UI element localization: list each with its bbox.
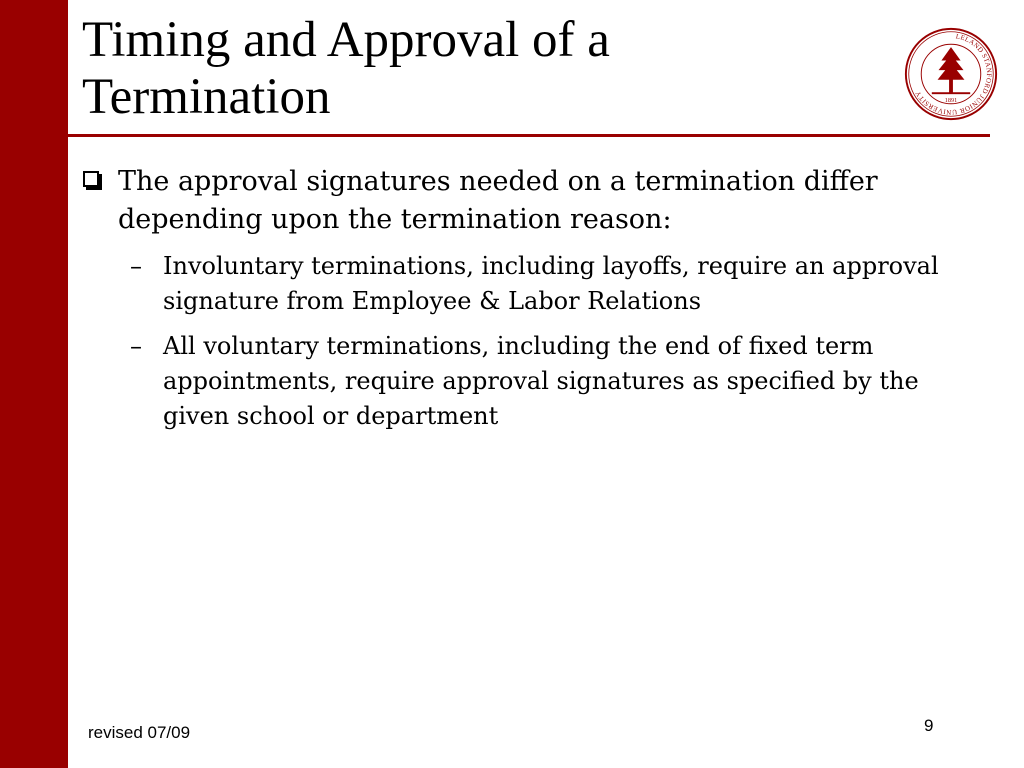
title-divider [68, 134, 990, 137]
dash-bullet-icon: – [130, 332, 142, 360]
bullet-text: The approval signatures needed on a termination differ depending upon the termination reason: [118, 166, 878, 235]
seal-ring-text: LELAND STANFORD JUNIOR UNIVERSITY [914, 33, 993, 116]
university-seal-icon [903, 26, 999, 122]
page-number: 9 [924, 716, 934, 735]
bullet-item [80, 163, 950, 239]
sub-bullet-text: Involuntary terminations, including layoffs, require an approval signature from Employee & Labor Relations [163, 252, 939, 315]
dash-bullet-icon: – [130, 252, 142, 280]
slide-body [80, 163, 950, 434]
sub-bullet-item [80, 329, 950, 434]
sub-bullet-item [80, 249, 950, 319]
revised-date: revised 07/09 [88, 723, 191, 742]
left-accent-bar [0, 0, 68, 768]
checkbox-bullet-icon [83, 171, 99, 187]
sub-bullet-text: All voluntary terminations, including the end of fixed term appointments, require approval signatures as specified by the given school or department [163, 332, 919, 430]
slide-title: Timing and Approval of a Termination [82, 12, 610, 125]
seal-year: 1891 [944, 96, 958, 104]
